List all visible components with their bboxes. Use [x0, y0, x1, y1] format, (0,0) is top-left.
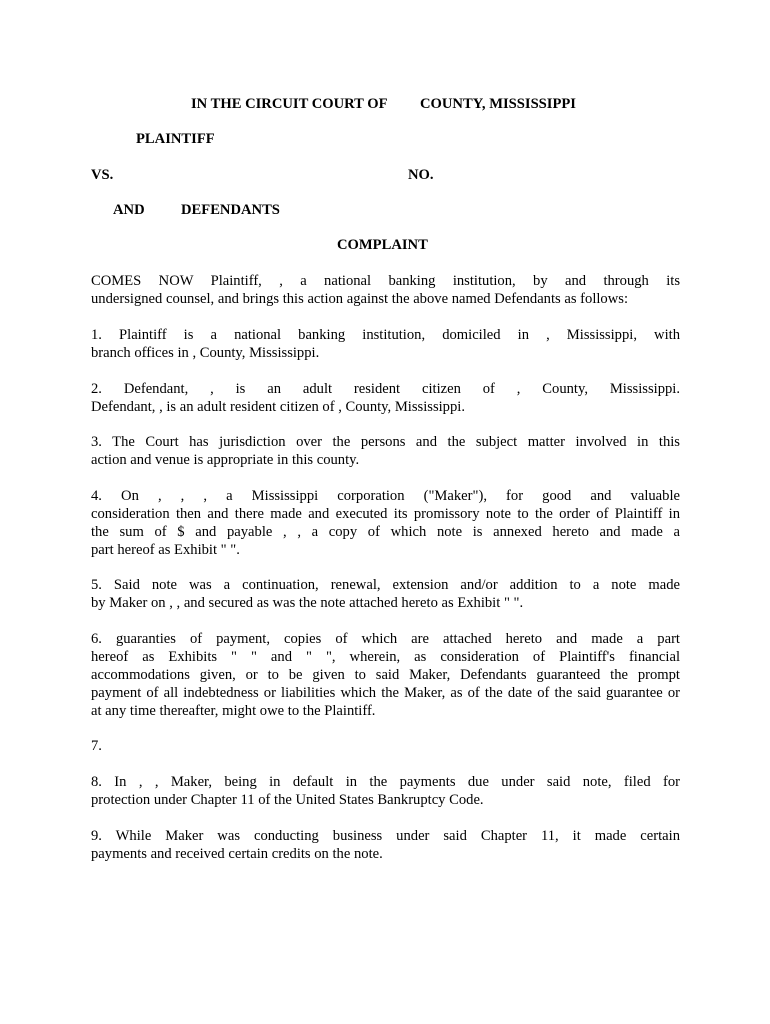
- vs-label: VS.: [91, 167, 114, 183]
- paragraph-line: undersigned counsel, and brings this action against the above named Defendants as follows:: [91, 291, 628, 307]
- paragraph-line: part hereof as Exhibit " ".: [91, 542, 240, 558]
- paragraph-line: hereof as Exhibits " " and " ", wherein, as consideration of Plaintiff's financial: [91, 649, 680, 665]
- paragraph-line: protection under Chapter 11 of the United States Bankruptcy Code.: [91, 792, 484, 808]
- paragraph-line: 6. guaranties of payment, copies of which are attached hereto and made a part: [91, 631, 680, 647]
- paragraph-line: by Maker on , , and secured as was the note attached hereto as Exhibit " ".: [91, 595, 524, 611]
- paragraph-line: payment of all indebtedness or liabilities which the Maker, as of the date of the said guarantee or: [91, 685, 680, 701]
- paragraph-line: 4. On , , , a Mississippi corporation ("Maker"), for good and valuable: [91, 488, 680, 504]
- case-number-label: NO.: [408, 167, 434, 183]
- paragraph-line: 8. In , , Maker, being in default in the payments due under said note, filed for: [91, 774, 680, 790]
- paragraph-line: at any time thereafter, might owe to the Plaintiff.: [91, 703, 376, 719]
- plaintiff-label: PLAINTIFF: [136, 131, 215, 147]
- paragraph-line: branch offices in , County, Mississippi.: [91, 345, 320, 361]
- paragraph-line: 2. Defendant, , is an adult resident citizen of , County, Mississippi.: [91, 381, 680, 397]
- paragraph-line: 9. While Maker was conducting business under said Chapter 11, it made certain: [91, 828, 680, 844]
- and-label: AND: [113, 202, 145, 218]
- court-heading-right: COUNTY, MISSISSIPPI: [420, 96, 576, 112]
- paragraph-line: payments and received certain credits on the note.: [91, 846, 383, 862]
- paragraph-line: Defendant, , is an adult resident citizen of , County, Mississippi.: [91, 399, 465, 415]
- court-heading-left: IN THE CIRCUIT COURT OF: [191, 96, 388, 112]
- paragraph-line: 5. Said note was a continuation, renewal, extension and/or addition to a note made: [91, 577, 680, 593]
- paragraph-line: consideration then and there made and executed its promissory note to the order of Plaintiff in: [91, 506, 680, 522]
- paragraph-line: the sum of $ and payable , , a copy of which note is annexed hereto and made a: [91, 524, 680, 540]
- paragraph-line: 3. The Court has jurisdiction over the persons and the subject matter involved in this: [91, 434, 680, 450]
- paragraph-line: action and venue is appropriate in this county.: [91, 452, 360, 468]
- document-title: COMPLAINT: [337, 237, 428, 253]
- defendants-label: DEFENDANTS: [181, 202, 280, 218]
- paragraph-line: 1. Plaintiff is a national banking institution, domiciled in , Mississippi, with: [91, 327, 680, 343]
- paragraph-line: COMES NOW Plaintiff, , a national banking institution, by and through its: [91, 273, 680, 289]
- paragraph-line: accommodations given, or to be given to said Maker, Defendants guaranteed the prompt: [91, 667, 680, 683]
- paragraph-line: 7.: [91, 738, 102, 754]
